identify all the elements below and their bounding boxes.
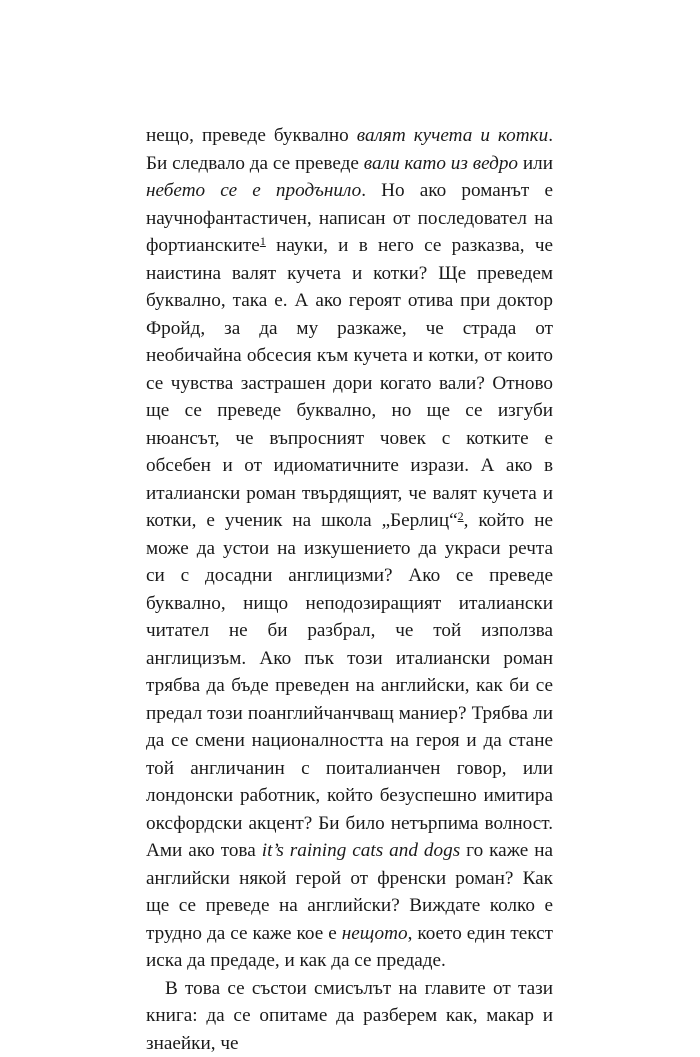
italic-phrase: небето се е продънило <box>146 180 361 201</box>
text-run: , което един текст иска да предаде, и как да се предаде. <box>146 923 553 972</box>
footnote-link-2[interactable]: 2 <box>458 509 464 523</box>
text-run: го каже на английски някой герой от френски роман? Как ще се преведе на английски? Виждате колко е трудно да се каже кое е <box>146 840 553 944</box>
paragraph-1 <box>146 122 553 975</box>
italic-phrase: вали като из ведро <box>364 153 518 174</box>
paragraph-2 <box>146 975 553 1057</box>
text-run: В това се състои смисълът на главите от тази книга: да се опитаме да разберем как, макар и знаейки, че <box>146 978 553 1054</box>
text-run: науки, и в него се разказва, че наистина валят кучета и котки? Ще преведем буквално, така е. А ако героят отива при доктор Фройд, за да му разкаже, че страда от необичайна обсесия към кучета и котки, от които се чувства застрашен дори когато вали? Отново ще се преведе буквално, но ще се изгуби нюансът, че въпросният човек с котките е обсебен и от идиоматичните изрази. А ако в италиански роман твърдящият, че валят кучета и котки, е ученик на школа „Берлиц“ <box>146 235 553 531</box>
text-run: . Би следвало да се преведе <box>146 125 553 174</box>
italic-phrase: нещото <box>342 923 408 944</box>
footnote-link-1[interactable]: 1 <box>260 234 266 248</box>
italic-phrase: валят кучета и котки <box>357 125 548 146</box>
text-run: . Но ако романът е научнофантастичен, написан от последовател на фортианските <box>146 180 553 256</box>
text-run: , който не може да устои на изкушението да украси речта си с досадни англицизми? Ако се преведе буквално, нищо неподозиращият италиански читател не би разбрал, че той използва англицизъм. Ако пък този италиански роман трябва да бъде преведен на английски, как би се предал този поанглийчанчващ маниер? Трябва ли да се смени националността на героя и да стане той англичанин с поиталианчен говор, или лондонски работник, който безуспешно имитира оксфордски акцент? Би било нетърпима волност. Ами ако това <box>146 510 553 861</box>
italic-phrase: it’s raining cats and dogs <box>262 840 460 861</box>
text-run: нещо, преведе буквално <box>146 125 357 146</box>
body-text <box>146 122 553 1057</box>
text-run: или <box>518 153 553 174</box>
